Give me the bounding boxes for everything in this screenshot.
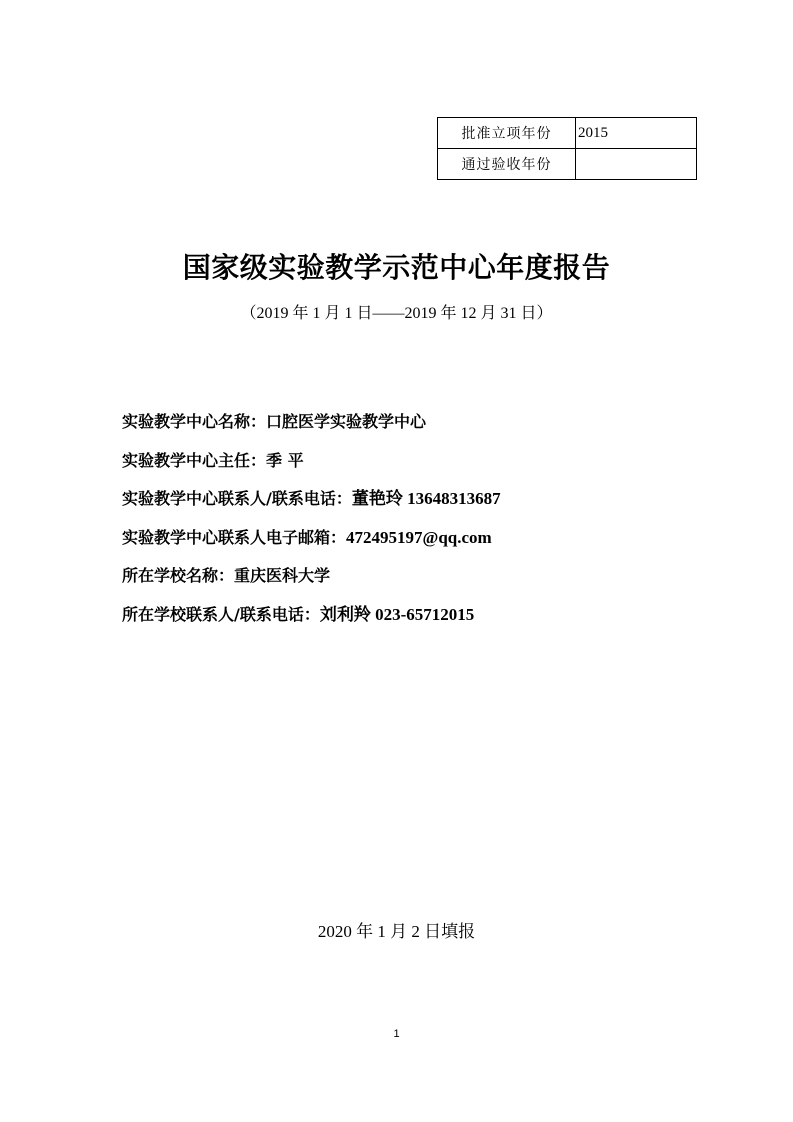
report-title: 国家级实验教学示范中心年度报告 (182, 251, 611, 284)
school-name-label: 所在学校名称： (122, 566, 235, 585)
acceptance-row (438, 149, 697, 180)
acceptance-year-label: 通过验收年份 (438, 149, 576, 180)
center-contact-row (122, 486, 501, 525)
center-email-value: 472495197@qq.com (346, 527, 492, 547)
approval-year-table (437, 117, 697, 180)
center-director-row (122, 448, 501, 487)
school-name-row (122, 563, 501, 602)
center-name-row (122, 409, 501, 448)
approval-year-value: 2015 (576, 118, 697, 149)
fill-date: 2020 年 1 月 2 日填报 (317, 922, 476, 941)
report-period: （2019 年 1 月 1 日——2019 年 12 月 31 日） (240, 305, 553, 322)
center-contact-value: 董艳玲 13648313687 (351, 489, 501, 508)
center-email-label: 实验教学中心联系人电子邮箱： (122, 527, 347, 547)
acceptance-year-value (576, 149, 697, 180)
center-name-value: 口腔医学实验教学中心 (266, 412, 427, 431)
center-contact-label: 实验教学中心联系人/联系电话： (122, 489, 352, 508)
center-email-row (122, 525, 501, 564)
center-director-label: 实验教学中心主任： (122, 450, 267, 470)
center-name-label: 实验教学中心名称： (122, 412, 267, 431)
school-name-value: 重庆医科大学 (234, 566, 331, 585)
school-contact-row (122, 602, 501, 641)
center-info-list (122, 409, 501, 640)
approval-row (438, 118, 697, 149)
approval-year-label: 批准立项年份 (438, 118, 576, 149)
center-director-value: 季 平 (266, 450, 304, 470)
school-contact-value: 刘利羚 023-65712015 (319, 604, 475, 624)
school-contact-label: 所在学校联系人/联系电话： (122, 604, 320, 624)
page-number: 1 (393, 1028, 400, 1040)
